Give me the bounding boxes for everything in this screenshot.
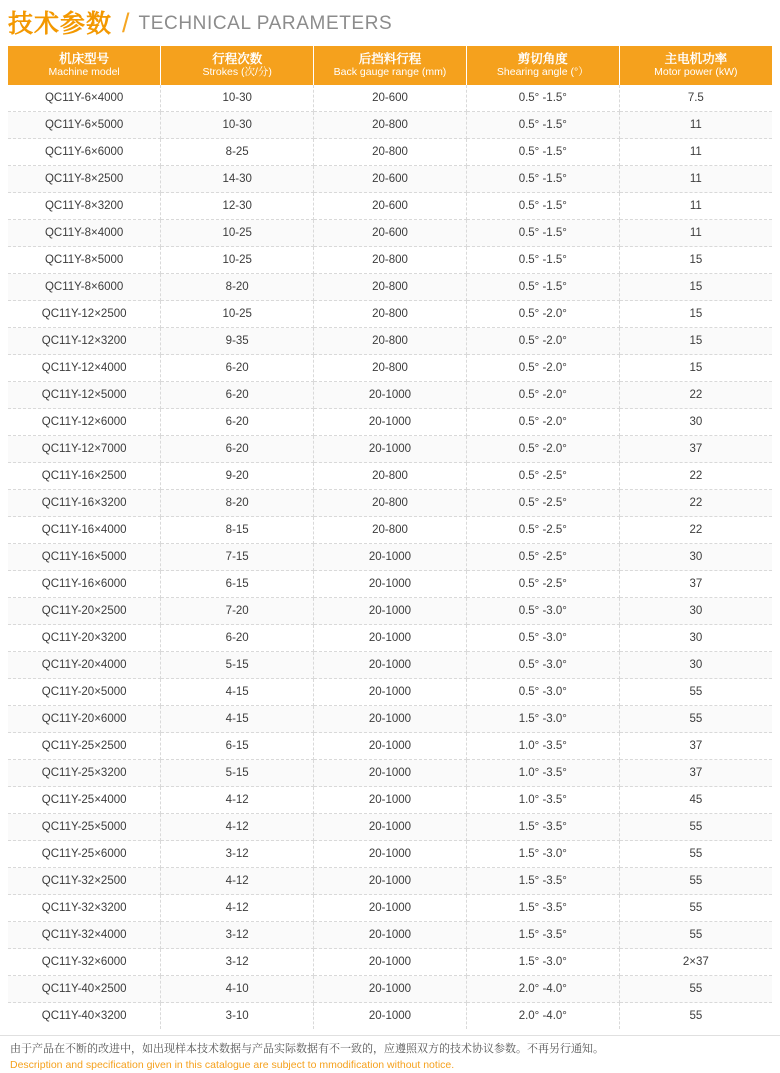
column-header-cn: 后挡料行程 [358, 51, 422, 66]
parameters-table-wrapper [0, 46, 780, 1029]
cell-machine-model: QC11Y-6×4000 [8, 85, 161, 112]
cell-shearing-angle: 0.5° -1.5° [466, 274, 619, 301]
cell-motor-power: 55 [619, 895, 772, 922]
column-header-en: Strokes (次/分) [202, 66, 272, 78]
column-header-shearing-angle [466, 46, 619, 85]
cell-machine-model: QC11Y-32×2500 [8, 868, 161, 895]
cell-motor-power: 55 [619, 976, 772, 1003]
column-header-cn: 剪切角度 [517, 51, 568, 66]
cell-strokes: 4-12 [161, 787, 314, 814]
cell-strokes: 4-12 [161, 814, 314, 841]
cell-machine-model: QC11Y-8×2500 [8, 166, 161, 193]
cell-motor-power: 55 [619, 868, 772, 895]
table-row [8, 841, 772, 868]
cell-back-gauge-range: 20-800 [314, 301, 467, 328]
cell-motor-power: 37 [619, 760, 772, 787]
footer-note-en: Description and specification given in this catalogue are subject to mmodification without notice. [10, 1059, 455, 1071]
cell-strokes: 7-15 [161, 544, 314, 571]
cell-shearing-angle: 1.0° -3.5° [466, 787, 619, 814]
cell-motor-power: 22 [619, 382, 772, 409]
cell-back-gauge-range: 20-600 [314, 193, 467, 220]
cell-shearing-angle: 0.5° -3.0° [466, 598, 619, 625]
cell-machine-model: QC11Y-32×6000 [8, 949, 161, 976]
cell-motor-power: 30 [619, 409, 772, 436]
column-header-cn: 机床型号 [59, 51, 110, 66]
cell-back-gauge-range: 20-800 [314, 274, 467, 301]
cell-strokes: 6-20 [161, 409, 314, 436]
cell-shearing-angle: 0.5° -2.5° [466, 571, 619, 598]
cell-motor-power: 11 [619, 139, 772, 166]
cell-strokes: 10-25 [161, 301, 314, 328]
cell-machine-model: QC11Y-8×3200 [8, 193, 161, 220]
table-row [8, 895, 772, 922]
cell-shearing-angle: 1.5° -3.0° [466, 706, 619, 733]
cell-shearing-angle: 0.5° -2.0° [466, 382, 619, 409]
cell-back-gauge-range: 20-1000 [314, 787, 467, 814]
cell-shearing-angle: 0.5° -2.5° [466, 517, 619, 544]
cell-strokes: 3-12 [161, 841, 314, 868]
cell-motor-power: 11 [619, 220, 772, 247]
page-header [0, 0, 780, 46]
cell-strokes: 9-20 [161, 463, 314, 490]
column-header-en: Back gauge range (mm) [333, 66, 447, 78]
table-row [8, 706, 772, 733]
cell-shearing-angle: 0.5° -1.5° [466, 220, 619, 247]
cell-back-gauge-range: 20-800 [314, 490, 467, 517]
table-row [8, 733, 772, 760]
cell-machine-model: QC11Y-32×3200 [8, 895, 161, 922]
column-header-cn: 主电机功率 [664, 51, 728, 66]
cell-back-gauge-range: 20-1000 [314, 652, 467, 679]
cell-back-gauge-range: 20-1000 [314, 760, 467, 787]
column-header-machine-model [8, 46, 161, 85]
cell-shearing-angle: 0.5° -2.0° [466, 301, 619, 328]
cell-shearing-angle: 0.5° -1.5° [466, 247, 619, 274]
cell-machine-model: QC11Y-25×4000 [8, 787, 161, 814]
column-header-motor-power [619, 46, 772, 85]
cell-shearing-angle: 0.5° -2.0° [466, 436, 619, 463]
cell-shearing-angle: 0.5° -2.5° [466, 544, 619, 571]
cell-motor-power: 37 [619, 571, 772, 598]
column-header-en: Machine model [48, 66, 120, 78]
table-row [8, 355, 772, 382]
table-body [8, 85, 772, 1029]
cell-shearing-angle: 0.5° -3.0° [466, 679, 619, 706]
cell-motor-power: 7.5 [619, 85, 772, 112]
cell-back-gauge-range: 20-800 [314, 139, 467, 166]
cell-motor-power: 55 [619, 706, 772, 733]
cell-motor-power: 15 [619, 274, 772, 301]
cell-strokes: 3-10 [161, 1003, 314, 1030]
cell-motor-power: 11 [619, 193, 772, 220]
cell-strokes: 3-12 [161, 922, 314, 949]
table-row [8, 220, 772, 247]
cell-back-gauge-range: 20-800 [314, 355, 467, 382]
cell-back-gauge-range: 20-1000 [314, 544, 467, 571]
cell-machine-model: QC11Y-12×3200 [8, 328, 161, 355]
cell-shearing-angle: 1.5° -3.5° [466, 922, 619, 949]
cell-shearing-angle: 1.5° -3.0° [466, 949, 619, 976]
cell-machine-model: QC11Y-25×3200 [8, 760, 161, 787]
cell-machine-model: QC11Y-20×6000 [8, 706, 161, 733]
table-row [8, 85, 772, 112]
cell-shearing-angle: 0.5° -1.5° [466, 166, 619, 193]
footer-note-cn: 由于产品在不断的改进中，如出现样本技术数据与产品实际数据有不一致的，应遵照双方的技术协议参数。不再另行通知。 [10, 1042, 604, 1055]
column-header-cn: 行程次数 [212, 51, 263, 66]
table-row [8, 274, 772, 301]
cell-back-gauge-range: 20-1000 [314, 706, 467, 733]
cell-machine-model: QC11Y-40×2500 [8, 976, 161, 1003]
cell-back-gauge-range: 20-800 [314, 112, 467, 139]
column-header-en: Motor power (kW) [654, 66, 738, 78]
table-row [8, 652, 772, 679]
cell-back-gauge-range: 20-800 [314, 517, 467, 544]
cell-machine-model: QC11Y-16×5000 [8, 544, 161, 571]
cell-motor-power: 22 [619, 463, 772, 490]
cell-machine-model: QC11Y-12×7000 [8, 436, 161, 463]
table-row [8, 112, 772, 139]
cell-motor-power: 55 [689, 1010, 703, 1022]
footer-note [0, 1035, 780, 1073]
cell-shearing-angle: 2.0° -4.0° [466, 1003, 619, 1030]
cell-motor-power: 30 [619, 544, 772, 571]
cell-motor-power: 30 [619, 652, 772, 679]
cell-back-gauge-range: 20-600 [314, 220, 467, 247]
cell-motor-power: 37 [619, 436, 772, 463]
cell-strokes: 4-15 [161, 706, 314, 733]
cell-machine-model: QC11Y-20×3200 [8, 625, 161, 652]
table-row [8, 436, 772, 463]
table-row [8, 1003, 772, 1030]
table-row [8, 760, 772, 787]
cell-back-gauge-range: 20-800 [314, 328, 467, 355]
cell-back-gauge-range: 20-800 [314, 247, 467, 274]
cell-strokes: 10-25 [161, 247, 314, 274]
cell-back-gauge-range: 20-1000 [314, 382, 467, 409]
cell-motor-power: 55 [619, 679, 772, 706]
table-row [8, 490, 772, 517]
table-row [8, 247, 772, 274]
cell-motor-power: 22 [619, 490, 772, 517]
cell-shearing-angle: 0.5° -2.0° [466, 355, 619, 382]
page-title-en: TECHNICAL PARAMETERS [138, 12, 393, 34]
cell-back-gauge-range: 20-1000 [314, 679, 467, 706]
cell-shearing-angle: 0.5° -1.5° [466, 85, 619, 112]
cell-motor-power: 11 [619, 166, 772, 193]
cell-strokes: 10-25 [161, 220, 314, 247]
cell-machine-model: QC11Y-6×6000 [8, 139, 161, 166]
table-row [8, 409, 772, 436]
cell-shearing-angle: 0.5° -3.0° [466, 625, 619, 652]
cell-strokes: 10-30 [161, 85, 314, 112]
cell-strokes: 6-20 [161, 382, 314, 409]
cell-machine-model: QC11Y-25×5000 [8, 814, 161, 841]
cell-motor-power: 45 [619, 787, 772, 814]
cell-back-gauge-range: 20-600 [314, 85, 467, 112]
table-row [8, 517, 772, 544]
cell-strokes: 6-20 [161, 436, 314, 463]
cell-back-gauge-range: 20-1000 [314, 949, 467, 976]
cell-strokes: 12-30 [161, 193, 314, 220]
cell-motor-power: 15 [619, 355, 772, 382]
cell-motor-power: 30 [619, 598, 772, 625]
cell-back-gauge-range: 20-600 [314, 166, 467, 193]
cell-machine-model: QC11Y-16×2500 [8, 463, 161, 490]
cell-motor-power: 15 [619, 301, 772, 328]
cell-machine-model: QC11Y-20×5000 [8, 679, 161, 706]
cell-back-gauge-range: 20-1000 [314, 598, 467, 625]
cell-shearing-angle: 1.5° -3.5° [466, 895, 619, 922]
cell-machine-model: QC11Y-16×6000 [8, 571, 161, 598]
table-row [8, 949, 772, 976]
table-header [8, 46, 772, 85]
cell-strokes: 4-10 [161, 976, 314, 1003]
cell-strokes: 8-20 [161, 490, 314, 517]
cell-strokes: 3-12 [161, 949, 314, 976]
cell-machine-model: QC11Y-20×2500 [8, 598, 161, 625]
cell-shearing-angle: 0.5° -1.5° [466, 139, 619, 166]
cell-motor-power: 22 [619, 517, 772, 544]
cell-back-gauge-range: 20-1000 [314, 868, 467, 895]
cell-shearing-angle: 1.0° -3.5° [466, 760, 619, 787]
cell-machine-model: QC11Y-25×6000 [8, 841, 161, 868]
cell-motor-power: 55 [619, 814, 772, 841]
cell-back-gauge-range: 20-800 [314, 463, 467, 490]
cell-shearing-angle: 0.5° -2.0° [466, 409, 619, 436]
cell-machine-model: QC11Y-8×4000 [8, 220, 161, 247]
cell-shearing-angle: 0.5° -1.5° [466, 193, 619, 220]
cell-machine-model: QC11Y-6×5000 [8, 112, 161, 139]
cell-motor-power: 11 [619, 112, 772, 139]
cell-motor-power: 37 [619, 733, 772, 760]
column-header-back-gauge-range [314, 46, 467, 85]
cell-strokes: 5-15 [161, 760, 314, 787]
table-row [8, 814, 772, 841]
table-row [8, 193, 772, 220]
cell-back-gauge-range: 20-1000 [314, 922, 467, 949]
cell-back-gauge-range: 20-1000 [314, 409, 467, 436]
table-row [8, 625, 772, 652]
table-row [8, 301, 772, 328]
table-row [8, 166, 772, 193]
parameters-table [8, 46, 772, 1029]
cell-strokes: 4-12 [161, 868, 314, 895]
table-row [8, 976, 772, 1003]
cell-machine-model: QC11Y-12×5000 [8, 382, 161, 409]
cell-shearing-angle: 1.5° -3.0° [466, 841, 619, 868]
table-row [8, 679, 772, 706]
cell-strokes: 7-20 [161, 598, 314, 625]
table-row [8, 598, 772, 625]
cell-strokes: 9-35 [161, 328, 314, 355]
table-row [8, 382, 772, 409]
cell-machine-model: QC11Y-16×4000 [8, 517, 161, 544]
cell-strokes: 6-15 [161, 571, 314, 598]
cell-motor-power: 30 [619, 625, 772, 652]
title-separator: / [122, 7, 130, 38]
cell-machine-model: QC11Y-40×3200 [8, 1003, 161, 1030]
cell-back-gauge-range: 20-1000 [314, 1003, 467, 1030]
cell-machine-model: QC11Y-16×3200 [8, 490, 161, 517]
cell-strokes: 6-15 [161, 733, 314, 760]
cell-back-gauge-range: 20-1000 [314, 436, 467, 463]
cell-machine-model: QC11Y-32×4000 [8, 922, 161, 949]
table-row [8, 328, 772, 355]
cell-machine-model: QC11Y-12×2500 [8, 301, 161, 328]
cell-strokes: 6-20 [161, 625, 314, 652]
page-title-cn: 技术参数 [8, 8, 113, 38]
table-row [8, 787, 772, 814]
cell-shearing-angle: 2.0° -4.0° [466, 976, 619, 1003]
cell-back-gauge-range: 20-1000 [314, 814, 467, 841]
table-row [8, 544, 772, 571]
cell-back-gauge-range: 20-1000 [314, 571, 467, 598]
cell-strokes: 5-15 [161, 652, 314, 679]
cell-back-gauge-range: 20-1000 [314, 976, 467, 1003]
cell-shearing-angle: 0.5° -2.5° [466, 490, 619, 517]
cell-shearing-angle: 1.5° -3.5° [466, 868, 619, 895]
cell-shearing-angle: 1.5° -3.5° [466, 814, 619, 841]
cell-strokes: 8-25 [161, 139, 314, 166]
table-row [8, 571, 772, 598]
cell-shearing-angle: 0.5° -1.5° [466, 112, 619, 139]
cell-shearing-angle: 0.5° -3.0° [466, 652, 619, 679]
cell-strokes: 10-30 [161, 112, 314, 139]
cell-machine-model: QC11Y-12×4000 [8, 355, 161, 382]
cell-back-gauge-range: 20-1000 [314, 733, 467, 760]
cell-motor-power: 15 [619, 328, 772, 355]
cell-strokes: 4-12 [161, 895, 314, 922]
cell-shearing-angle: 0.5° -2.0° [466, 328, 619, 355]
cell-strokes: 14-30 [161, 166, 314, 193]
cell-motor-power: 55 [619, 922, 772, 949]
cell-strokes: 8-20 [161, 274, 314, 301]
cell-machine-model: QC11Y-8×5000 [8, 247, 161, 274]
cell-motor-power: 2×37 [619, 949, 772, 976]
cell-back-gauge-range: 20-1000 [314, 895, 467, 922]
cell-machine-model: QC11Y-25×2500 [8, 733, 161, 760]
table-header-row [8, 46, 772, 85]
cell-motor-power: 55 [619, 841, 772, 868]
cell-machine-model: QC11Y-20×4000 [8, 652, 161, 679]
table-row [8, 922, 772, 949]
cell-back-gauge-range: 20-1000 [314, 625, 467, 652]
column-header-en: Shearing angle (°） [496, 66, 589, 78]
cell-strokes: 4-15 [161, 679, 314, 706]
cell-machine-model: QC11Y-8×6000 [8, 274, 161, 301]
cell-shearing-angle: 1.0° -3.5° [466, 733, 619, 760]
table-row [8, 463, 772, 490]
cell-strokes: 8-15 [161, 517, 314, 544]
column-header-strokes [161, 46, 314, 85]
cell-motor-power: 15 [619, 247, 772, 274]
table-row [8, 868, 772, 895]
cell-back-gauge-range: 20-1000 [314, 841, 467, 868]
cell-machine-model: QC11Y-12×6000 [8, 409, 161, 436]
table-row [8, 139, 772, 166]
cell-strokes: 6-20 [161, 355, 314, 382]
cell-shearing-angle: 0.5° -2.5° [466, 463, 619, 490]
